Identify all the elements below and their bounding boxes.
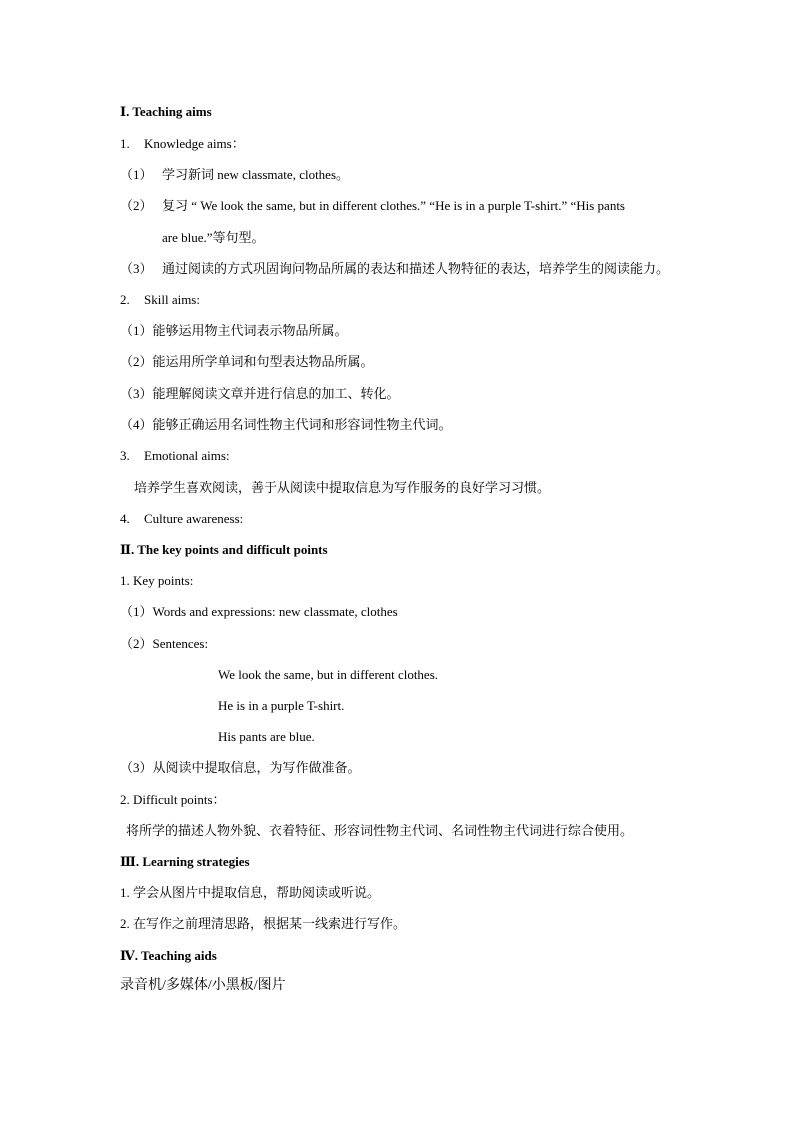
key-sentence-1: We look the same, but in different clothes.: [218, 667, 439, 682]
key-point-reading: （3）从阅读中提取信息，为写作做准备。: [120, 760, 361, 775]
knowledge-item-1-text: 学习新词 new classmate, clothes。: [162, 167, 350, 182]
culture-awareness-label: Culture awareness:: [144, 511, 244, 526]
knowledge-item-3-number: （3）: [120, 261, 153, 276]
emotional-aims-label: Emotional aims:: [144, 448, 230, 463]
section-heading-teaching-aims: Ⅰ. Teaching aims: [120, 104, 212, 119]
section-heading-teaching-aids: Ⅳ. Teaching aids: [120, 948, 217, 963]
learning-strategy-2: 2. 在写作之前理清思路，根据某一线索进行写作。: [120, 916, 407, 931]
section-heading-learning-strategies: Ⅲ. Learning strategies: [120, 854, 250, 869]
learning-strategy-1: 1. 学会从图片中提取信息，帮助阅读或听说。: [120, 885, 381, 900]
key-point-sentences-label: （2）Sentences:: [120, 636, 209, 651]
knowledge-aims-label: Knowledge aims：: [144, 136, 245, 151]
skill-item-1: （1）能够运用物主代词表示物品所属。: [120, 323, 348, 338]
knowledge-item-2-text: 复习 “ We look the same, but in different clothes.” “He is in a purple T-shirt.” “His pants: [162, 198, 625, 213]
knowledge-item-2-continuation: are blue.”等句型。: [162, 230, 265, 245]
knowledge-item-2-number: （2）: [120, 198, 153, 213]
key-point-words: （1）Words and expressions: new classmate, clothes: [120, 604, 398, 619]
culture-awareness-number: 4.: [120, 511, 130, 526]
skill-item-3: （3）能理解阅读文章并进行信息的加工、转化。: [120, 386, 400, 401]
difficult-points-label: 2. Difficult points：: [120, 792, 226, 807]
difficult-points-text: 将所学的描述人物外貌、衣着特征、形容词性物主代词、名词性物主代词进行综合使用。: [126, 823, 634, 838]
emotional-aims-text: 培养学生喜欢阅读，善于从阅读中提取信息为写作服务的良好学习习惯。: [134, 480, 551, 495]
key-points-label: 1. Key points:: [120, 573, 194, 588]
skill-item-4: （4）能够正确运用名词性物主代词和形容词性物主代词。: [120, 417, 452, 432]
section-heading-key-points: Ⅱ. The key points and difficult points: [120, 542, 328, 557]
knowledge-aims-number: 1.: [120, 136, 130, 151]
key-sentence-2: He is in a purple T-shirt.: [218, 698, 345, 713]
key-sentence-3: His pants are blue.: [218, 729, 315, 744]
teaching-aids-text: 录音机/多媒体/小黑板/图片: [120, 978, 286, 993]
skill-aims-number: 2.: [120, 292, 130, 307]
skill-item-2: （2）能运用所学单词和句型表达物品所属。: [120, 354, 374, 369]
knowledge-item-3-text: 通过阅读的方式巩固询问物品所属的表达和描述人物特征的表达，培养学生的阅读能力。: [162, 261, 670, 276]
skill-aims-label: Skill aims:: [144, 292, 200, 307]
emotional-aims-number: 3.: [120, 448, 130, 463]
knowledge-item-1-number: （1）: [120, 167, 153, 182]
